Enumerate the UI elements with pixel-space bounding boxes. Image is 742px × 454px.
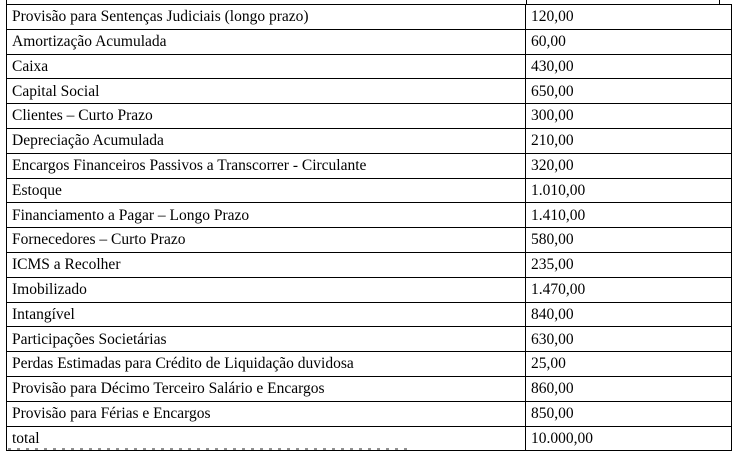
account-value-cell: 1.010,00 — [526, 178, 732, 203]
account-value-cell: 235,00 — [526, 252, 732, 277]
account-value-cell: 300,00 — [526, 104, 732, 129]
account-name-cell: Clientes – Curto Prazo — [7, 104, 526, 129]
account-name-cell: Caixa — [7, 54, 526, 79]
account-value-cell: 25,00 — [526, 352, 732, 377]
account-name-cell: Participações Societárias — [7, 327, 526, 352]
account-value-cell: 60,00 — [526, 29, 732, 54]
account-name-cell: Provisão para Décimo Terceiro Salário e Encargos — [7, 376, 526, 401]
table-row — [7, 401, 732, 426]
account-name-cell: Fornecedores – Curto Prazo — [7, 228, 526, 253]
table-row — [7, 376, 732, 401]
account-name-cell: Encargos Financeiros Passivos a Transcorrer - Circulante — [7, 153, 526, 178]
cropped-text-fragment — [8, 448, 408, 454]
table-row — [7, 228, 732, 253]
account-name-cell: Intangível — [7, 302, 526, 327]
table-row — [7, 54, 732, 79]
account-name-cell: Estoque — [7, 178, 526, 203]
total-value-cell: 10.000,00 — [526, 426, 732, 451]
table-row — [7, 153, 732, 178]
table-row — [7, 79, 732, 104]
table-row — [7, 327, 732, 352]
table-row — [7, 352, 732, 377]
accounts-table — [6, 4, 732, 451]
table-row — [7, 104, 732, 129]
table-row — [7, 5, 732, 30]
account-value-cell: 580,00 — [526, 228, 732, 253]
table-row — [7, 178, 732, 203]
table-row — [7, 277, 732, 302]
account-name-cell: Perdas Estimadas para Crédito de Liquidação duvidosa — [7, 352, 526, 377]
account-value-cell: 850,00 — [526, 401, 732, 426]
account-value-cell: 1.470,00 — [526, 277, 732, 302]
account-value-cell: 840,00 — [526, 302, 732, 327]
account-name-cell: Financiamento a Pagar – Longo Prazo — [7, 203, 526, 228]
account-name-cell: Imobilizado — [7, 277, 526, 302]
account-name-cell: Provisão para Férias e Encargos — [7, 401, 526, 426]
total-label-cell: total — [7, 426, 526, 451]
account-value-cell: 630,00 — [526, 327, 732, 352]
table-row — [7, 302, 732, 327]
account-name-cell: Capital Social — [7, 79, 526, 104]
table-row — [7, 203, 732, 228]
account-name-cell: Amortização Acumulada — [7, 29, 526, 54]
table-row — [7, 29, 732, 54]
account-value-cell: 860,00 — [526, 376, 732, 401]
table-row — [7, 252, 732, 277]
account-value-cell: 430,00 — [526, 54, 732, 79]
account-value-cell: 650,00 — [526, 79, 732, 104]
account-value-cell: 320,00 — [526, 153, 732, 178]
account-name-cell: Depreciação Acumulada — [7, 128, 526, 153]
account-value-cell: 120,00 — [526, 5, 732, 30]
account-name-cell: ICMS a Recolher — [7, 252, 526, 277]
account-value-cell: 1.410,00 — [526, 203, 732, 228]
account-name-cell: Provisão para Sentenças Judiciais (longo prazo) — [7, 5, 526, 30]
account-value-cell: 210,00 — [526, 128, 732, 153]
table-row — [7, 128, 732, 153]
